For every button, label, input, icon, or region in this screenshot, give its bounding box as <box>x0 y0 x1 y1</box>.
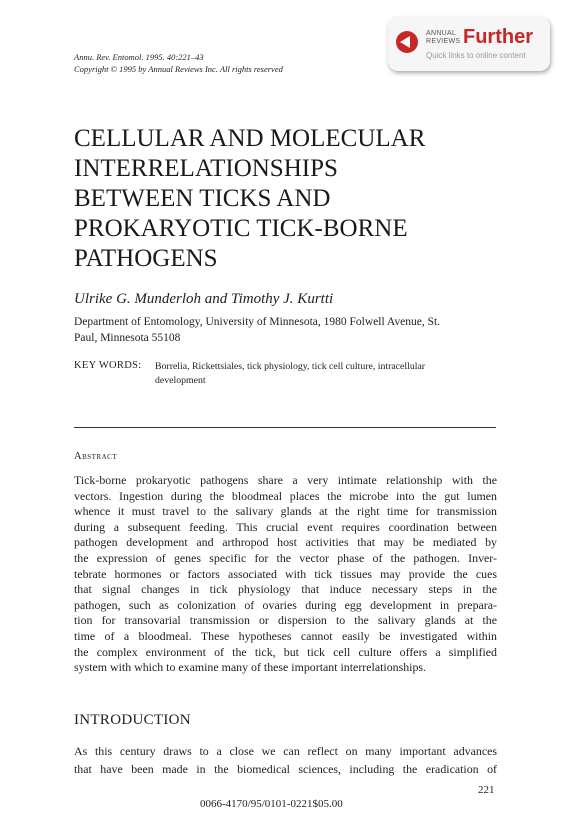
affiliation-line: Department of Entomology, University of Minnesota, 1980 Folwell Avenue, St. <box>74 316 441 328</box>
abstract-body <box>74 473 497 676</box>
keywords-line: development <box>155 375 206 386</box>
introduction-line: As this century draws to a close we can reflect on many important advances <box>74 744 497 758</box>
abstract-line: whence it must travel to the salivary glands at the right time for transmission <box>74 504 497 519</box>
abstract-heading <box>74 451 117 462</box>
introduction-body <box>74 742 497 778</box>
abstract-line: pathogen, such as colonization of ovaries during egg development in prepara- <box>74 597 497 612</box>
introduction-line: that have been made in the biomedical sciences, including the eradication of <box>74 762 497 776</box>
affiliation <box>74 314 494 346</box>
title-line: INTERRELATIONSHIPS <box>74 155 338 182</box>
abstract-line: the complex environment of the tick, but tick cell culture offers a simplified <box>74 644 497 659</box>
keywords-line: Borrelia, Rickettsiales, tick physiology, tick cell culture, intracellular <box>155 361 426 372</box>
abstract-line: tebrate hormones or factors associated with tick tissues may provide the cues <box>74 566 497 581</box>
title-line: PROKARYOTIC TICK-BORNE <box>74 215 408 242</box>
copyright-notice: Copyright © 1995 by Annual Reviews Inc. All rights reserved <box>74 64 283 74</box>
title-line: CELLULAR AND MOLECULAR <box>74 125 426 152</box>
keywords-label: KEY WORDS: <box>74 360 142 371</box>
badge-further-text: Further <box>463 26 533 48</box>
abstract-line: the expression of genes specific for the vector phase of the pathogen. Inver- <box>74 550 497 565</box>
title-line: BETWEEN TICKS AND <box>74 185 331 212</box>
footer-code: 0066-4170/95/0101-0221$05.00 <box>200 798 343 810</box>
annual-reviews-label <box>426 30 460 46</box>
affiliation-line: Paul, Minnesota 55108 <box>74 332 181 344</box>
arrow-left-icon <box>396 31 418 53</box>
journal-citation: Annu. Rev. Entomol. 1995. 40:221–43 <box>74 52 204 62</box>
journal-citation-block <box>74 51 283 75</box>
abstract-line: vectors. Ingestion during the bloodmeal places the microbe into the gut lumen <box>74 488 497 503</box>
abstract-line: system with which to examine many of these important interrelationships. <box>74 660 427 675</box>
badge-reviews-text: REVIEWS <box>426 38 461 45</box>
abstract-line: time of a bloodmeal. These hypotheses cannot easily be investigated within <box>74 628 497 643</box>
further-links-badge[interactable] <box>388 17 550 71</box>
introduction-heading: INTRODUCTION <box>74 712 191 728</box>
abstract-line: Tick-borne prokaryotic pathogens share a very intimate relationship with the <box>74 473 497 487</box>
title-line: PATHOGENS <box>74 245 218 272</box>
authors: Ulrike G. Munderloh and Timothy J. Kurtti <box>74 291 334 307</box>
article-title <box>74 124 514 274</box>
abstract-line: pathogen development and arthropod host activities that may be mediated by <box>74 535 497 550</box>
abstract-line: tion for transovarial transmission or dispersion to the salivary glands at the <box>74 613 497 628</box>
abstract-line: during a subsequent feeding. This crucial event requires coordination between <box>74 519 497 534</box>
section-divider <box>74 427 496 428</box>
keywords-list <box>155 360 465 388</box>
abstract-heading-text: Abstract <box>74 451 118 462</box>
badge-subtitle: Quick links to online content <box>426 51 526 60</box>
page-number: 221 <box>478 784 495 796</box>
abstract-line: that signal changes in tick physiology that induce necessary steps in the <box>74 582 497 597</box>
badge-annual-text: ANNUAL <box>426 30 457 37</box>
